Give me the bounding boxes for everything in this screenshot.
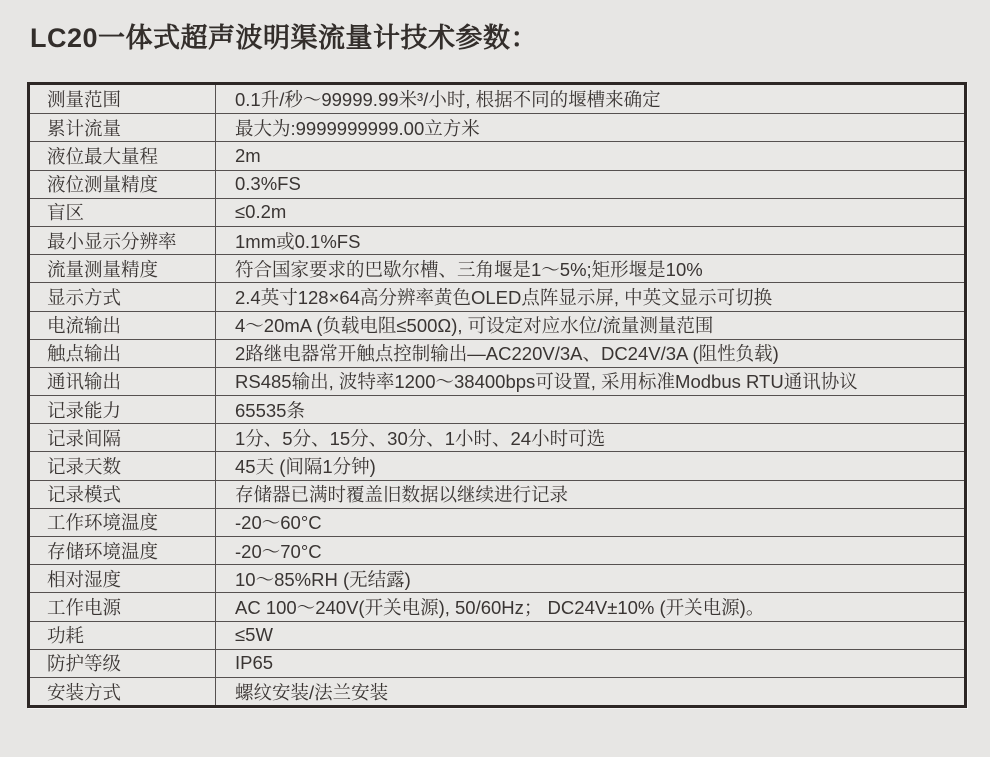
spec-value: 2.4英寸128×64高分辨率黄色OLED点阵显示屏, 中英文显示可切换: [235, 286, 773, 308]
spec-label: 通讯输出: [30, 368, 216, 395]
spec-value: 2m: [235, 144, 261, 166]
table-row: [30, 141, 964, 169]
spec-value: ≤0.2m: [235, 201, 287, 223]
spec-value: -20～70°C: [235, 540, 322, 562]
spec-value: 10～85%RH (无结露): [235, 568, 411, 590]
table-row: [30, 198, 964, 226]
table-row: [30, 564, 964, 592]
spec-label: 记录天数: [30, 452, 216, 479]
spec-value: 最大为:9999999999.00立方米: [235, 117, 480, 139]
table-row: [30, 254, 964, 282]
spec-label: 工作电源: [30, 593, 216, 620]
spec-label: 液位测量精度: [30, 171, 216, 198]
spec-label: 触点输出: [30, 340, 216, 367]
spec-label: 累计流量: [30, 114, 216, 141]
table-row: [30, 423, 964, 451]
spec-value: AC 100～240V(开关电源), 50/60Hz； DC24V±10% (开关电源)。: [235, 596, 765, 618]
spec-label: 记录模式: [30, 481, 216, 508]
spec-label: 工作环境温度: [30, 509, 216, 536]
spec-label: 最小显示分辨率: [30, 227, 216, 254]
table-row: [30, 311, 964, 339]
spec-label: 电流输出: [30, 312, 216, 339]
spec-value: 符合国家要求的巴歇尔槽、三角堰是1～5%;矩形堰是10%: [235, 258, 703, 280]
spec-label: 测量范围: [30, 85, 216, 113]
table-row: [30, 536, 964, 564]
spec-table: [27, 82, 967, 708]
table-row: [30, 677, 964, 705]
spec-value: 0.1升/秒～99999.99米³/小时, 根据不同的堰槽来确定: [235, 89, 661, 111]
spec-value: 2路继电器常开触点控制输出—AC220V/3A、DC24V/3A (阻性负载): [235, 343, 779, 365]
spec-value: 4～20mA (负载电阻≤500Ω), 可设定对应水位/流量测量范围: [235, 315, 714, 337]
table-row: [30, 85, 964, 113]
spec-label: 存储环境温度: [30, 537, 216, 564]
table-row: [30, 282, 964, 310]
spec-value: RS485输出, 波特率1200～38400bps可设置, 采用标准Modbus RTU通讯协议: [235, 371, 858, 393]
spec-label: 记录能力: [30, 396, 216, 423]
spec-label: 显示方式: [30, 283, 216, 310]
spec-value: 螺纹安装/法兰安装: [235, 681, 389, 703]
table-row: [30, 226, 964, 254]
spec-value: 45天 (间隔1分钟): [235, 456, 376, 478]
spec-label: 防护等级: [30, 650, 216, 677]
spec-label: 流量测量精度: [30, 255, 216, 282]
table-row: [30, 395, 964, 423]
spec-value: 65535条: [235, 399, 305, 421]
spec-label: 液位最大量程: [30, 142, 216, 169]
table-row: [30, 649, 964, 677]
table-row: [30, 451, 964, 479]
spec-value: IP65: [235, 652, 274, 674]
page-title: LC20一体式超声波明渠流量计技术参数：: [30, 23, 539, 53]
spec-value: 存储器已满时覆盖旧数据以继续进行记录: [235, 484, 569, 506]
table-row: [30, 113, 964, 141]
spec-value: -20～60°C: [235, 512, 322, 534]
table-row: [30, 621, 964, 649]
spec-value: ≤5W: [235, 624, 273, 646]
spec-label: 安装方式: [30, 678, 216, 705]
spec-label: 记录间隔: [30, 424, 216, 451]
spec-value: 0.3%FS: [235, 173, 301, 195]
spec-label: 相对湿度: [30, 565, 216, 592]
table-row: [30, 367, 964, 395]
spec-label: 功耗: [30, 622, 216, 649]
table-row: [30, 592, 964, 620]
spec-value: 1分、5分、15分、30分、1小时、24小时可选: [235, 427, 606, 449]
table-row: [30, 480, 964, 508]
table-row: [30, 508, 964, 536]
table-row: [30, 339, 964, 367]
spec-label: 盲区: [30, 199, 216, 226]
table-row: [30, 170, 964, 198]
spec-value: 1mm或0.1%FS: [235, 230, 361, 252]
